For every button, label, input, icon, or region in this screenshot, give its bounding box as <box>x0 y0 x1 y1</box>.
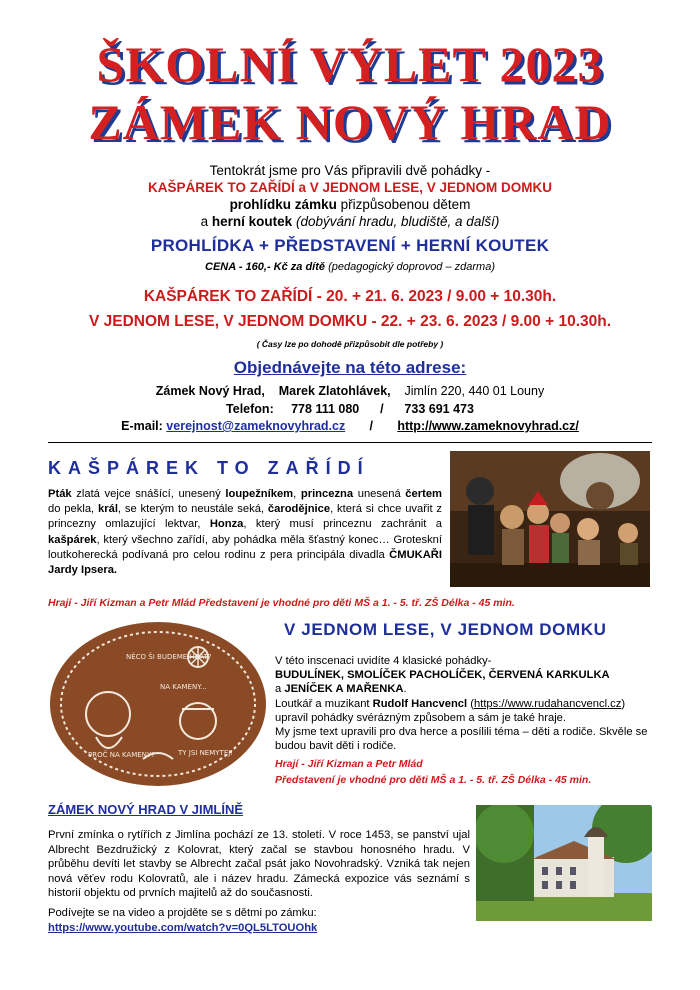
kasparek-text-bold: ČMUKAŘI Jardy Ipsera. <box>48 548 442 577</box>
kasparek-text: unesená <box>353 488 406 500</box>
poster-title-line2: ZÁMEK NOVÝ HRAD <box>88 94 612 150</box>
poster-title-line1: ŠKOLNÍ VÝLET 2023 <box>96 36 604 92</box>
kasparek-text: , která si chce uvařit z princezny omlazující lektvar, <box>48 503 443 531</box>
kasparek-heading: KAŠPÁREK TO ZAŘÍDÍ <box>48 458 370 478</box>
divider <box>48 442 652 443</box>
vlese-intro: V této inscenaci uvidíte 4 klasické pohádky- <box>275 655 492 667</box>
price-rest: (pedagogický doprovod – zdarma) <box>325 261 495 273</box>
order-heading: Objednávejte na této adrese: <box>233 358 467 377</box>
castle-photo <box>476 805 652 921</box>
kasparek-text-bold: kašpárek <box>48 533 97 546</box>
vlese-description <box>275 654 659 753</box>
rudahancvencl-link[interactable]: https://www.rudahancvencl.cz <box>473 697 622 710</box>
email-link[interactable]: verejnost@zameknovyhrad.cz <box>166 419 346 433</box>
kasparek-text: , který všechno zařídí, aby pohádka měla šťastný konec… Groteskní loutkoherecká podívaná pro celou rodinu z pera principála divadla <box>48 533 442 561</box>
intro-play-corner-bold: herní koutek <box>211 214 293 229</box>
kasparek-text: , který musí princeznu zachránit a <box>243 518 442 531</box>
vlese-tales-2 <box>275 682 659 696</box>
kasparek-text: , se kterým to neustále seká, <box>117 503 268 516</box>
vlese-text: Loutkář a muzikant <box>275 697 373 710</box>
intro-pre: a <box>200 214 212 229</box>
intro-play-corner <box>0 213 700 230</box>
program-line: PROHLÍDKA + PŘEDSTAVENÍ + HERNÍ KOUTEK <box>150 236 550 255</box>
kasparek-text: zlatá vejce snášící, unesený <box>71 488 226 500</box>
youtube-link[interactable]: https://www.youtube.com/watch?v=0QL5LTOUOhk <box>48 921 318 934</box>
kasparek-text-bold: čarodějnice <box>267 503 331 516</box>
vlese-text-2: My jsme text upravili pro dva herce a posílili téma – děti a rodiče. Skvěle se budou bavit děti i rodiče. <box>275 726 648 753</box>
phone-separator: / <box>380 402 384 416</box>
phone-number-1: 778 111 080 <box>291 402 360 416</box>
cookie-text-b: NA KAMENY... <box>160 683 207 691</box>
kasparek-description <box>48 487 442 578</box>
kasparek-text: , <box>293 488 301 500</box>
intro-line: Tentokrát jsme pro Vás připravili dvě pohádky - <box>209 163 491 178</box>
kasparek-text: do pekla, <box>48 503 99 516</box>
dates-kasparek: KAŠPÁREK TO ZAŘÍDÍ - 20. + 21. 6. 2023 / 9.00 + 10.30h. <box>143 288 557 305</box>
phone-number-2: 733 691 473 <box>404 402 474 416</box>
phone-label: Telefon: <box>226 402 274 416</box>
email-label: E-mail: <box>121 419 163 433</box>
contact-street: Jimlín 220, 440 01 Louny <box>404 384 545 398</box>
vlese-heading: V JEDNOM LESE, V JEDNOM DOMKU <box>284 620 607 639</box>
vlese-puppeteer <box>275 697 659 725</box>
intro-plays: KAŠPÁREK TO ZAŘÍDÍ a V JEDNOM LESE, V JEDNOM DOMKU <box>147 180 553 195</box>
price-line <box>0 261 700 273</box>
zamek-video-text: Podívejte se na video a projděte se s dětmi po zámku: <box>48 907 317 919</box>
price-bold: CENA - 160,- Kč za dítě <box>205 261 326 273</box>
vlese-text: ) upravil pohádky svérázným způsobem a sám je také hraje. <box>275 697 626 724</box>
vlese-tales: BUDULÍNEK, SMOLÍČEK PACHOLÍČEK, ČERVENÁ KARKULKA <box>275 669 610 682</box>
kasparek-text-bold: Honza <box>209 518 244 531</box>
zamek-description: První zmínka o rytířích z Jimlína pochází ze 13. století. V roce 1453, se panství ujal Albrecht Bezdružický z Kolovrat, který začal se stavbou honosného hradu. V průběhu devíti let stavby se Albrecht začal psát jako Novohradský. Vzniká tak nejen nová věťev rodu Kolovratů, ale i název hradu. Zámecká expozice vás seznámí s historií objektu od prvních majitelů až do současnosti. <box>48 829 470 900</box>
website-link[interactable]: http://www.zameknovyhrad.cz/ <box>397 419 579 433</box>
cookie-text-c: PROČ NA KAMENY? <box>88 751 155 759</box>
contact-phone <box>0 402 700 416</box>
dates-vlese: V JEDNOM LESE, V JEDNOM DOMKU - 22. + 23. 6. 2023 / 9.00 + 10.30h. <box>88 313 612 330</box>
puppets-photo <box>450 451 650 587</box>
email-separator: / <box>369 419 374 433</box>
contact-place: Zámek Nový Hrad, <box>155 384 265 398</box>
cookie-text-d: TY JSI NEMYTEJ! <box>178 749 234 757</box>
zamek-video <box>48 906 470 935</box>
vlese-text: . <box>403 683 407 696</box>
intro-tour-rest: přizpůsobenou dětem <box>336 197 471 212</box>
kasparek-text-bold: princezna <box>300 488 354 500</box>
vlese-text: a <box>275 683 285 696</box>
vlese-tales-last: JENÍČEK A MAŘENKA <box>284 683 404 696</box>
vlese-cast: Hrají - Jiří Kizman a Petr Mlád <box>275 758 423 770</box>
contact-address <box>0 384 700 398</box>
cookie-text-a: NĚCO ŠI BUDEME HRÁT? <box>126 653 212 661</box>
zamek-heading: ZÁMEK NOVÝ HRAD V JIMLÍNĚ <box>48 802 244 817</box>
intro-block <box>0 162 700 230</box>
intro-play-corner-italic: (dobývání hradu, bludiště, a další) <box>292 214 500 229</box>
vlese-text-bold: Rudolf Hancvencl <box>372 697 468 710</box>
times-note: ( Časy lze po dohodě přizpůsobit dle potřeby ) <box>256 339 444 349</box>
intro-tour-bold: prohlídku zámku <box>229 197 337 212</box>
intro-tour <box>0 196 700 213</box>
contact-person: Marek Zlatohlávek, <box>278 384 391 398</box>
vlese-text: ( <box>467 697 474 710</box>
kasparek-text-bold: Pták <box>48 488 72 500</box>
vlese-audience: Představení je vhodné pro děti MŠ a 1. - 5. tř. ZŠ Délka - 45 min. <box>275 774 592 786</box>
kasparek-text-bold: král <box>98 503 118 516</box>
contact-email <box>0 419 700 433</box>
kasparek-footer: Hrají - Jiří Kizman a Petr Mlád Představení je vhodné pro děti MŠ a 1. - 5. tř. ZŠ Délka - 45 min. <box>48 597 515 609</box>
gingerbread-illustration <box>48 619 268 789</box>
kasparek-text-bold: loupežníkem <box>225 488 294 500</box>
kasparek-text-bold: čertem <box>405 488 442 500</box>
